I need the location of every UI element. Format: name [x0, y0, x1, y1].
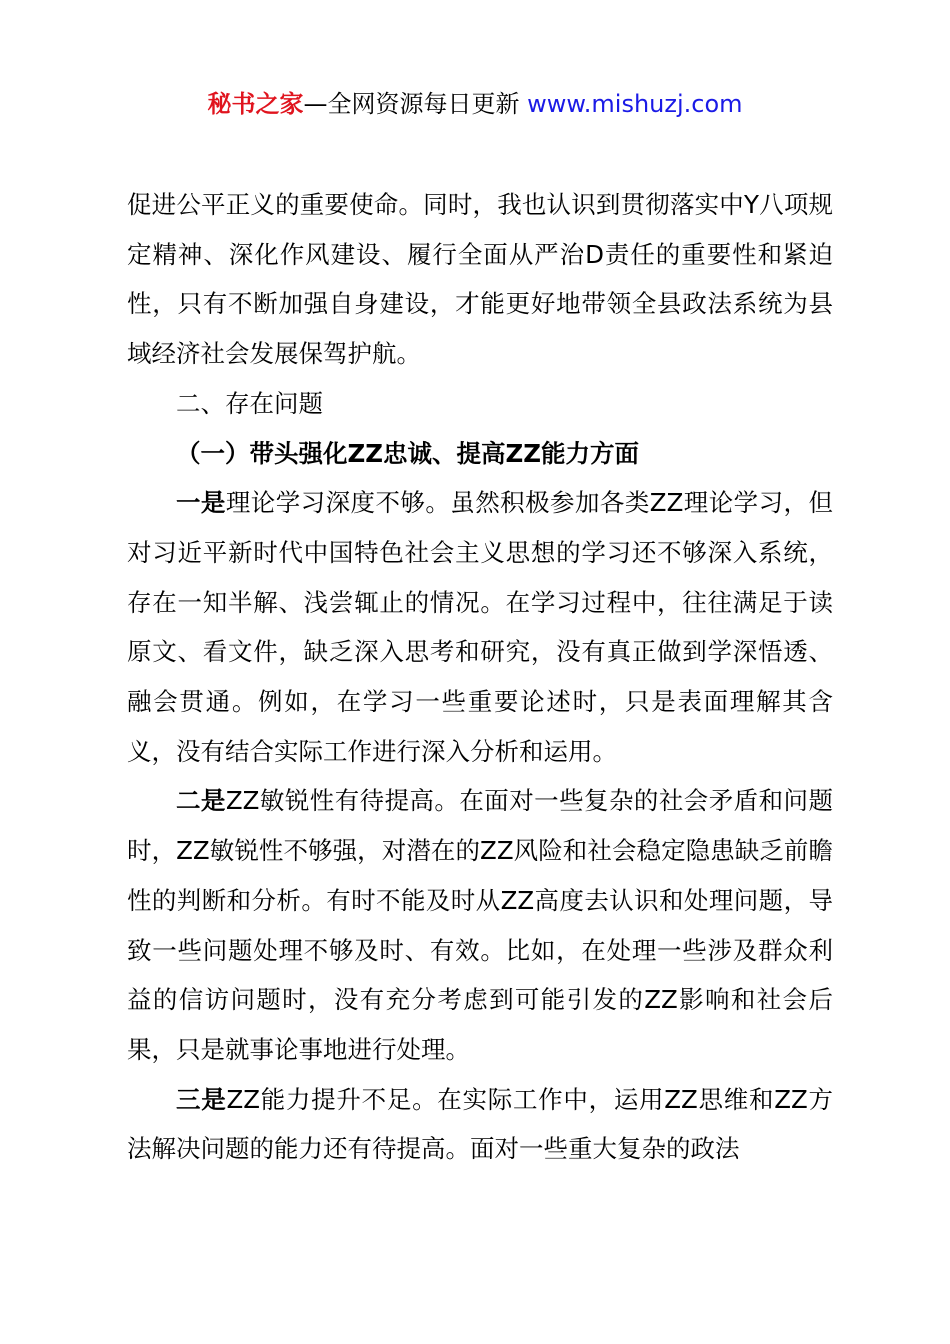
item-lead: 一是: [176, 488, 226, 518]
page-header: [0, 86, 950, 122]
subsection-heading: （一）带头强化ZZ忠诚、提高ZZ能力方面: [176, 438, 640, 468]
item-text: ZZ敏锐性有待提高。在面对一些复杂的社会矛盾和问题时，ZZ敏锐性不够强，对潜在的ZZ风险和社会稳定隐患缺乏前瞻性的判断和分析。有时不能及时从ZZ高度去认识和处理问题，导致一些问题处理不够及时、有效。比如，在处理一些涉及群众利益的信访问题时，没有充分考虑到可能引发的ZZ影响和社会后果，只是就事论事地进行处理。: [127, 786, 833, 1064]
document-body: [127, 180, 833, 1174]
item-lead: 三是: [176, 1084, 227, 1114]
website-link[interactable]: www.mishuzj.com: [527, 90, 743, 118]
paragraph-item-1: [127, 478, 833, 776]
paragraph-item-2: [127, 776, 833, 1074]
item-text: ZZ能力提升不足。在实际工作中，运用ZZ思维和ZZ方法解决问题的能力还有待提高。面对一些重大复杂的政法: [127, 1084, 834, 1164]
paragraph-item-3: [127, 1075, 833, 1174]
item-lead: 二是: [176, 786, 226, 816]
brand-name: 秘书之家: [207, 90, 304, 118]
item-text: 理论学习深度不够。虽然积极参加各类ZZ理论学习，但对习近平新时代中国特色社会主义思想的学习还不够深入系统，存在一知半解、浅尝辄止的情况。在学习过程中，往往满足于读原文、看文件，缺乏深入思考和研究，没有真正做到学深悟透、融会贯通。例如，在学习一些重要论述时，只是表面理解其含义，没有结合实际工作进行深入分析和运用。: [127, 488, 833, 766]
paragraph-continuation: 促进公平正义的重要使命。同时，我也认识到贯彻落实中Y八项规定精神、深化作风建设、履行全面从严治D责任的重要性和紧迫性，只有不断加强自身建设，才能更好地带领全县政法系统为县域经济社会发展保驾护航。: [127, 190, 833, 369]
section-heading: 二、存在问题: [176, 388, 323, 418]
header-tagline: —全网资源每日更新: [303, 90, 528, 118]
